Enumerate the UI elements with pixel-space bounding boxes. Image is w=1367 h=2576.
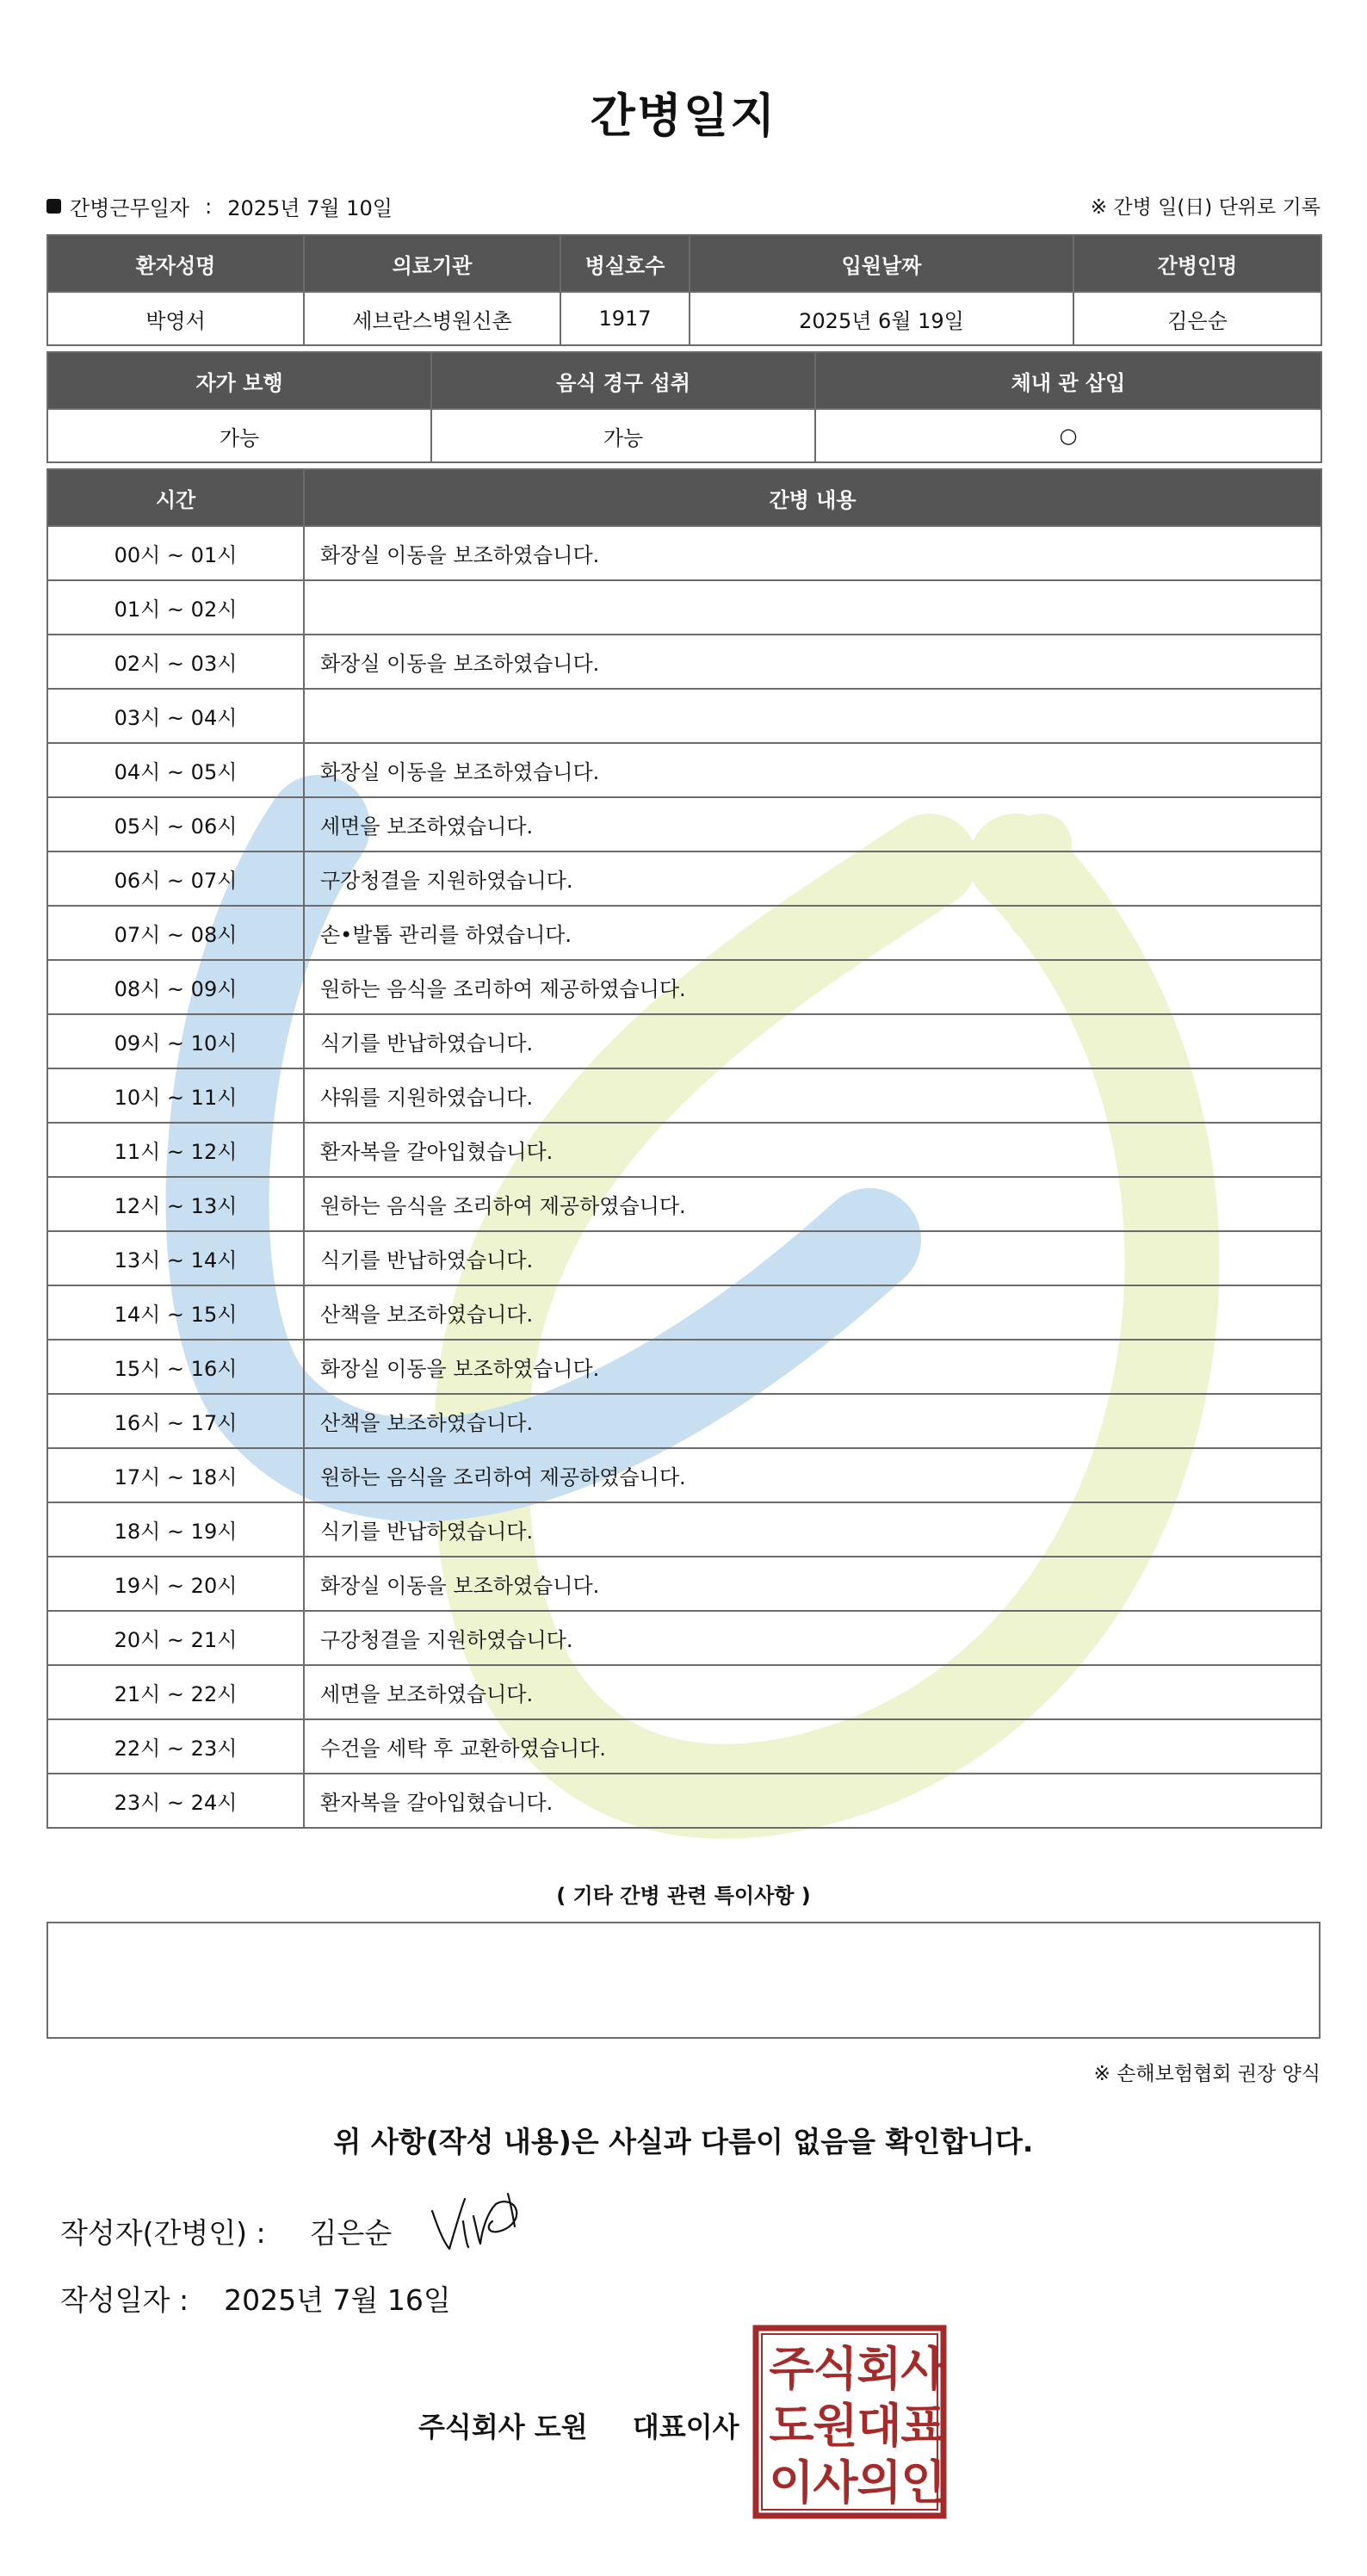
care-content-cell: 화장실 이동을 보조하였습니다. — [304, 526, 1321, 580]
care-content-cell: 샤워를 지원하였습니다. — [304, 1068, 1321, 1123]
header-oral-intake: 음식 경구 섭취 — [431, 352, 815, 409]
header-self-walking: 자가 보행 — [47, 352, 431, 409]
time-cell: 03시 ~ 04시 — [47, 689, 304, 743]
table-row — [47, 1774, 1321, 1828]
table-row — [47, 1340, 1321, 1394]
header-hospital: 의료기관 — [304, 235, 560, 292]
time-cell: 18시 ~ 19시 — [47, 1502, 304, 1557]
patient-info-table — [46, 234, 1322, 346]
writer-name: 김은순 — [309, 2216, 393, 2250]
care-content-cell: 환자복을 갈아입혔습니다. — [304, 1123, 1321, 1177]
care-content-cell: 구강청결을 지원하였습니다. — [304, 851, 1321, 906]
header-room-number: 병실호수 — [560, 235, 690, 292]
time-cell: 07시 ~ 08시 — [47, 906, 304, 960]
table-row — [47, 797, 1321, 851]
patient-status-table — [46, 351, 1322, 463]
admission-date: 2025년 6월 19일 — [690, 292, 1073, 345]
special-notes-box — [46, 1922, 1321, 2039]
work-date-row — [46, 191, 1321, 222]
time-cell: 14시 ~ 15시 — [47, 1285, 304, 1340]
patient-name: 박영서 — [47, 292, 304, 345]
care-content-cell — [304, 580, 1321, 635]
seal-character: 주 — [769, 2342, 814, 2396]
confirmation-statement: 위 사항(작성 내용)은 사실과 다름이 없음을 확인합니다. — [333, 2125, 1034, 2158]
special-notes-title: ( 기타 간병 관련 특이사항 ) — [556, 1884, 811, 1908]
seal-character: 식 — [813, 2342, 858, 2396]
work-date-group — [46, 191, 393, 221]
seal-character: 인 — [900, 2455, 946, 2510]
time-cell: 08시 ~ 09시 — [47, 960, 304, 1014]
tube-insertion-value: ○ — [815, 409, 1321, 462]
unit-note: ※ 간병 일(日) 단위로 기록 — [1090, 196, 1321, 219]
time-cell: 09시 ~ 10시 — [47, 1014, 304, 1068]
care-content-cell — [304, 689, 1321, 743]
care-content-cell: 산책을 보조하였습니다. — [304, 1394, 1321, 1448]
bullet-square-icon — [46, 199, 61, 214]
time-cell: 15시 ~ 16시 — [47, 1340, 304, 1394]
care-content-cell: 원하는 음식을 조리하여 제공하였습니다. — [304, 1448, 1321, 1502]
hospital-name: 세브란스병원신촌 — [304, 292, 560, 345]
care-content-cell: 화장실 이동을 보조하였습니다. — [304, 635, 1321, 689]
table-row — [47, 960, 1321, 1014]
header-time: 시간 — [47, 469, 304, 526]
time-cell: 00시 ~ 01시 — [47, 526, 304, 580]
room-number: 1917 — [560, 292, 690, 345]
care-content-cell: 식기를 반납하였습니다. — [304, 1502, 1321, 1557]
time-cell: 11시 ~ 12시 — [47, 1123, 304, 1177]
header-caregiver-name: 간병인명 — [1073, 235, 1321, 292]
ceo-label: 대표이사 — [632, 2411, 739, 2443]
care-content-cell: 수건을 세탁 후 교환하였습니다. — [304, 1719, 1321, 1774]
time-cell: 22시 ~ 23시 — [47, 1719, 304, 1774]
document-title: 간병일지 — [590, 89, 777, 143]
table-row — [47, 580, 1321, 635]
time-cell: 10시 ~ 11시 — [47, 1068, 304, 1123]
seal-character: 회 — [857, 2342, 902, 2396]
time-cell: 17시 ~ 18시 — [47, 1448, 304, 1502]
seal-character: 표 — [900, 2399, 946, 2453]
table-row — [47, 906, 1321, 960]
care-content-cell: 화장실 이동을 보조하였습니다. — [304, 1340, 1321, 1394]
care-content-cell: 화장실 이동을 보조하였습니다. — [304, 743, 1321, 797]
company-line — [418, 2406, 739, 2445]
seal-character: 의 — [857, 2455, 902, 2510]
writer-line — [60, 2211, 392, 2251]
seal-character: 이 — [769, 2455, 814, 2510]
table-row — [47, 1068, 1321, 1123]
table-row — [47, 1502, 1321, 1557]
seal-character: 사 — [813, 2455, 858, 2510]
writing-date-label: 작성일자 : — [60, 2283, 189, 2317]
care-content-cell: 환자복을 갈아입혔습니다. — [304, 1774, 1321, 1828]
table-row — [47, 743, 1321, 797]
work-date-label: 간병근무일자 — [70, 196, 190, 220]
self-walking-value: 가능 — [47, 409, 431, 462]
care-content-cell: 손•발톱 관리를 하였습니다. — [304, 906, 1321, 960]
time-cell: 02시 ~ 03시 — [47, 635, 304, 689]
seal-character: 사 — [900, 2342, 946, 2396]
care-content-cell: 산책을 보조하였습니다. — [304, 1285, 1321, 1340]
care-content-cell: 식기를 반납하였습니다. — [304, 1231, 1321, 1285]
time-cell: 23시 ~ 24시 — [47, 1774, 304, 1828]
header-tube-insertion: 체내 관 삽입 — [815, 352, 1321, 409]
care-content-cell: 화장실 이동을 보조하였습니다. — [304, 1557, 1321, 1611]
seal-character: 원 — [813, 2399, 858, 2453]
table-row — [47, 689, 1321, 743]
time-cell: 12시 ~ 13시 — [47, 1177, 304, 1231]
table-row — [47, 1611, 1321, 1665]
time-cell: 20시 ~ 21시 — [47, 1611, 304, 1665]
header-care-content: 간병 내용 — [304, 469, 1321, 526]
time-cell: 04시 ~ 05시 — [47, 743, 304, 797]
recommend-note: ※ 손해보험협회 권장 양식 — [1093, 2063, 1321, 2085]
table-row — [47, 1231, 1321, 1285]
oral-intake-value: 가능 — [431, 409, 815, 462]
table-row — [47, 1719, 1321, 1774]
time-cell: 01시 ~ 02시 — [47, 580, 304, 635]
company-seal-stamp — [752, 2325, 947, 2519]
time-cell: 13시 ~ 14시 — [47, 1231, 304, 1285]
care-content-cell: 원하는 음식을 조리하여 제공하였습니다. — [304, 960, 1321, 1014]
table-row — [47, 1177, 1321, 1231]
company-name: 주식회사 도원 — [418, 2411, 588, 2443]
time-cell: 19시 ~ 20시 — [47, 1557, 304, 1611]
writing-date-line — [60, 2278, 451, 2319]
caregiver-name: 김은순 — [1073, 292, 1321, 345]
header-patient-name: 환자성명 — [47, 235, 304, 292]
time-cell: 16시 ~ 17시 — [47, 1394, 304, 1448]
care-content-cell: 구강청결을 지원하였습니다. — [304, 1611, 1321, 1665]
table-row — [47, 851, 1321, 906]
hourly-care-log-table — [46, 468, 1322, 1829]
seal-character: 도 — [769, 2399, 814, 2453]
table-row — [47, 1665, 1321, 1719]
table-row — [47, 1285, 1321, 1340]
care-content-cell: 식기를 반납하였습니다. — [304, 1014, 1321, 1068]
care-content-cell: 세면을 보조하였습니다. — [304, 797, 1321, 851]
table-row — [47, 635, 1321, 689]
work-date-separator: : — [205, 194, 213, 219]
header-admission-date: 입원날짜 — [690, 235, 1073, 292]
seal-character: 대 — [857, 2399, 902, 2453]
time-cell: 06시 ~ 07시 — [47, 851, 304, 906]
care-content-cell: 세면을 보조하였습니다. — [304, 1665, 1321, 1719]
work-date-value: 2025년 7월 10일 — [227, 196, 393, 220]
table-row — [47, 1123, 1321, 1177]
time-cell: 21시 ~ 22시 — [47, 1665, 304, 1719]
log-body — [47, 526, 1321, 1828]
table-row — [47, 1557, 1321, 1611]
table-row — [47, 1014, 1321, 1068]
writer-label: 작성자(간병인) : — [60, 2216, 266, 2250]
time-cell: 05시 ~ 06시 — [47, 797, 304, 851]
care-content-cell: 원하는 음식을 조리하여 제공하였습니다. — [304, 1177, 1321, 1231]
table-row — [47, 1394, 1321, 1448]
writing-date-value: 2025년 7월 16일 — [224, 2283, 451, 2317]
table-row — [47, 1448, 1321, 1502]
table-row — [47, 526, 1321, 580]
handwritten-signature — [425, 2187, 546, 2264]
